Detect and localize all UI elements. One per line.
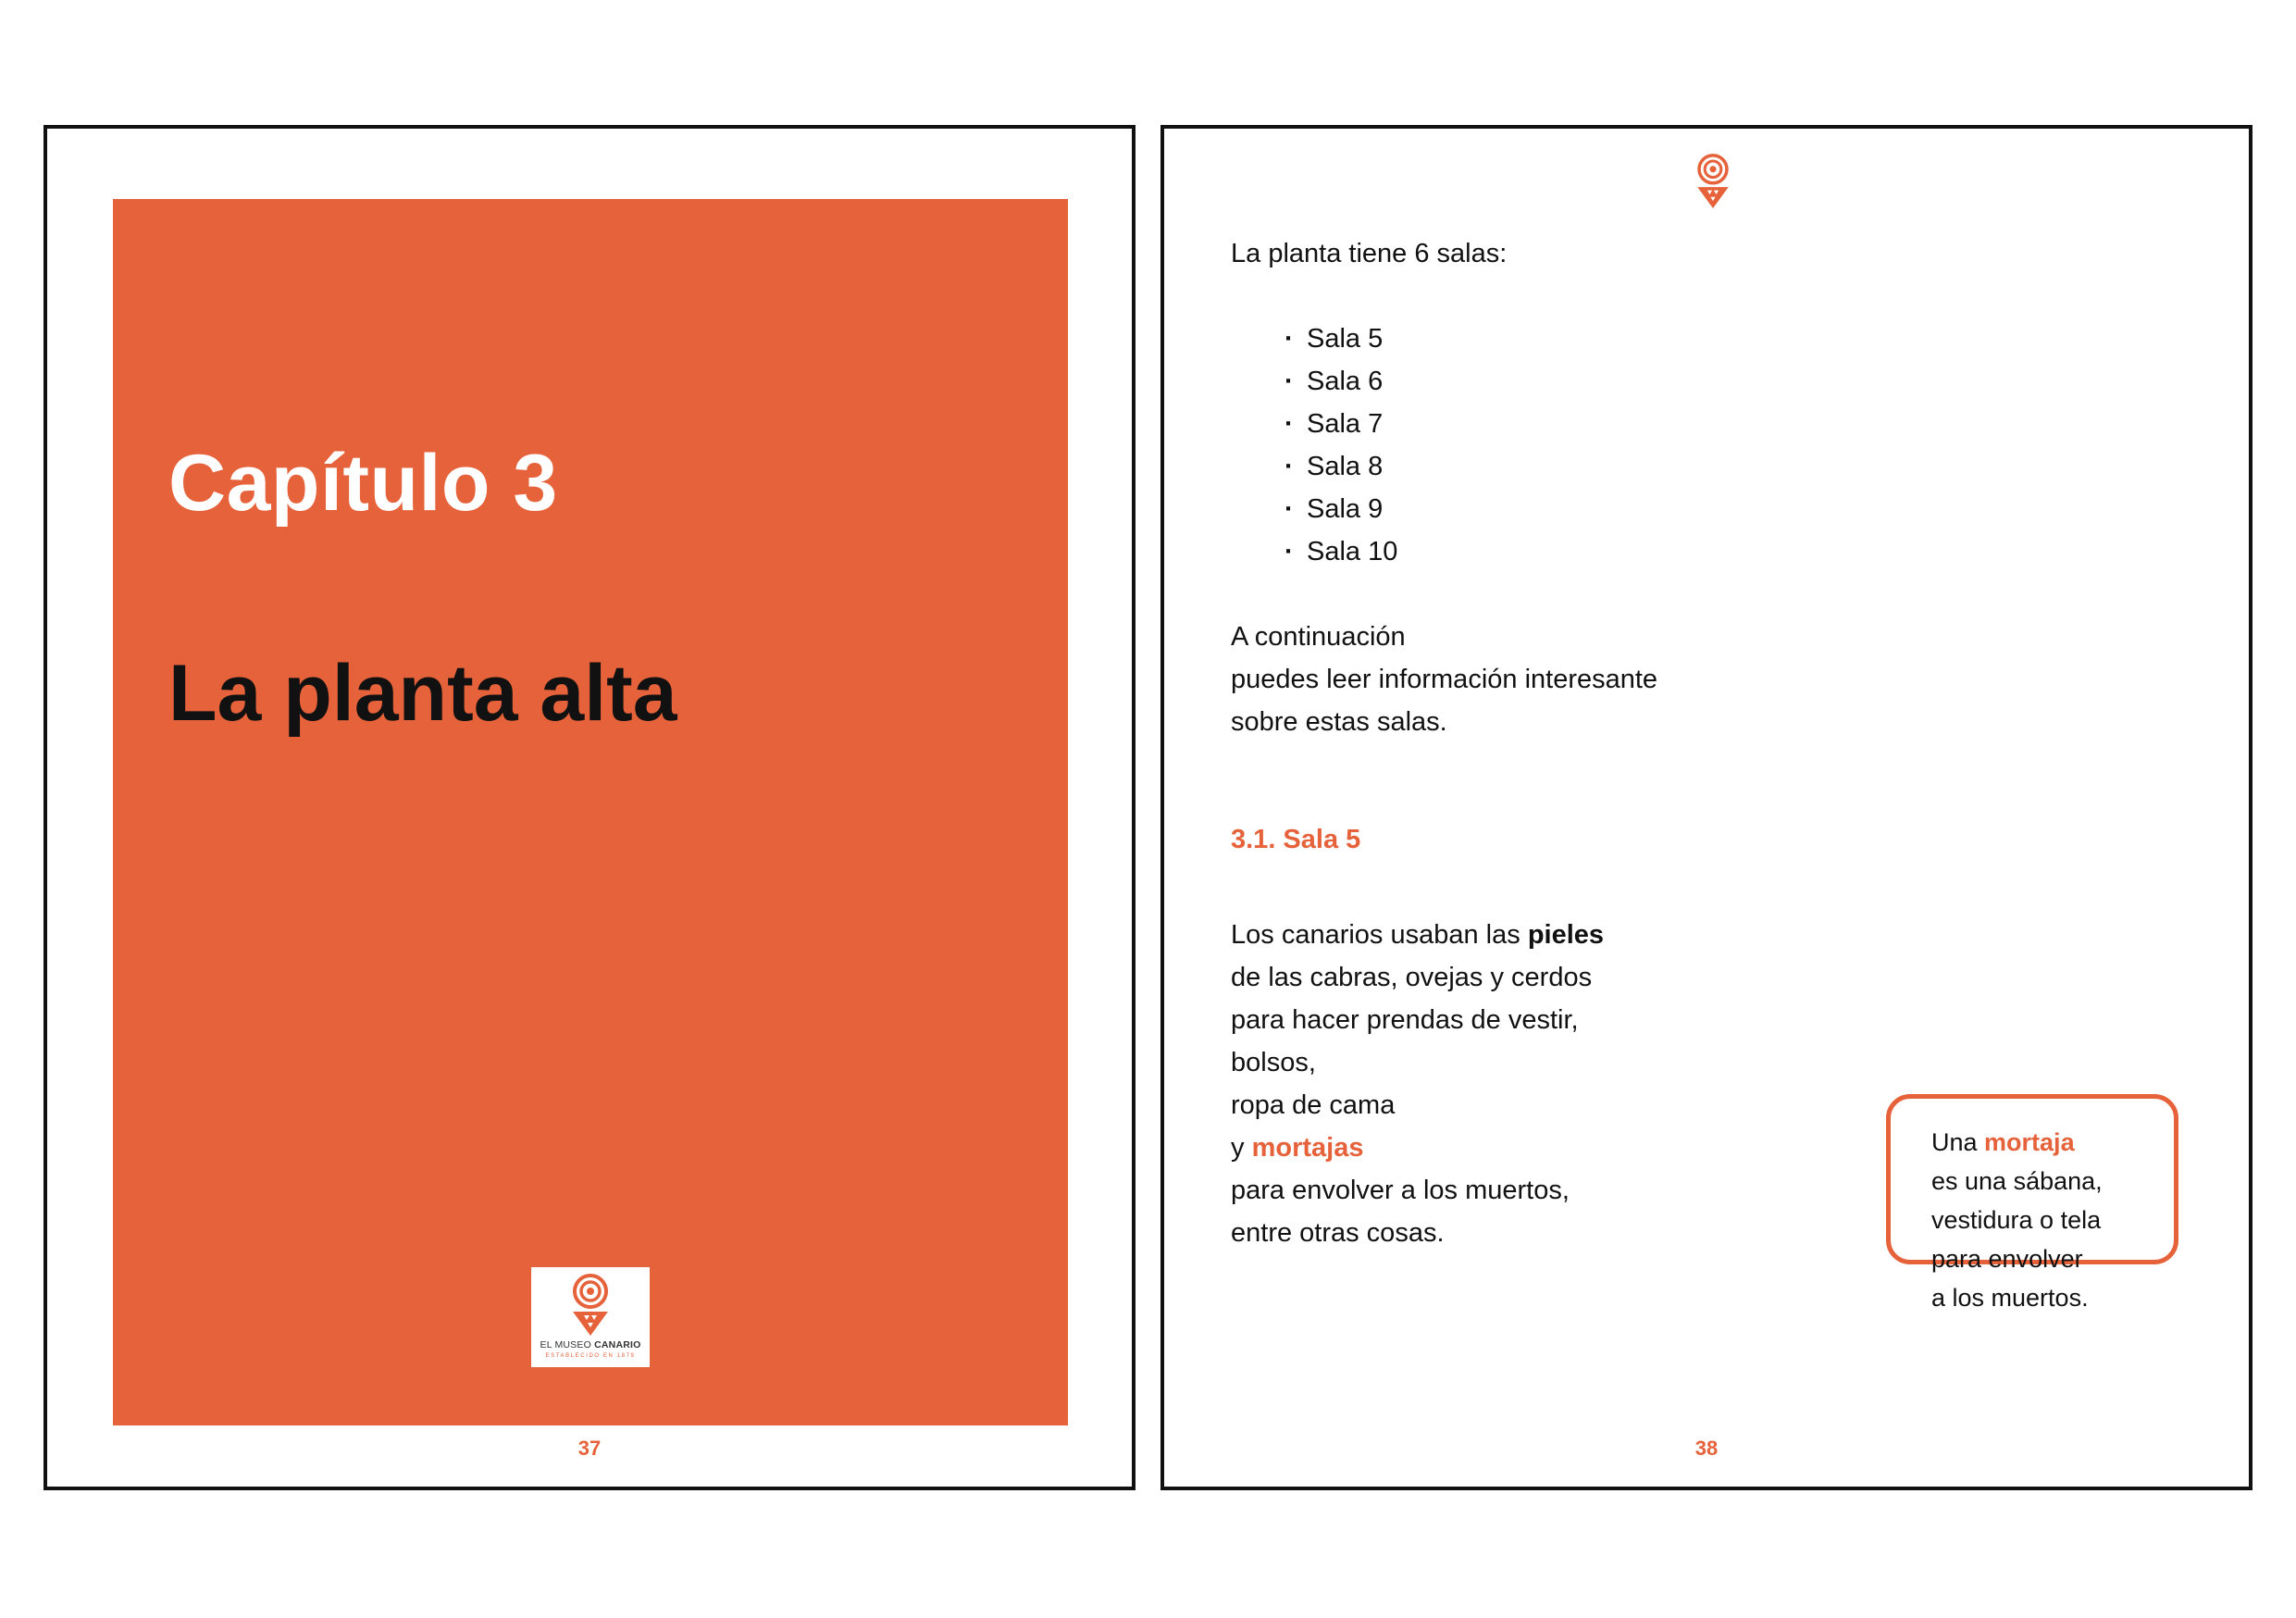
text-line: ropa de cama xyxy=(1231,1090,1396,1120)
chapter-subtitle-bold: planta alta xyxy=(283,649,677,738)
glossary-box xyxy=(1886,1094,2178,1312)
text-line: puedes leer información interesante xyxy=(1231,665,1658,694)
list-item: · Sala 7 xyxy=(1285,403,1397,445)
list-item: · Sala 5 xyxy=(1285,317,1397,360)
page-38 xyxy=(1160,125,2253,1490)
body-text xyxy=(1231,914,1604,1254)
logo-name-light: EL MUSEO xyxy=(540,1339,591,1350)
intro-text: La planta tiene 6 salas: xyxy=(1231,239,1508,268)
room-list xyxy=(1285,317,1397,573)
list-item: · Sala 6 xyxy=(1285,360,1397,403)
page-number: 37 xyxy=(577,1437,602,1460)
chapter-cover xyxy=(113,199,1068,1425)
page-37 xyxy=(43,125,1136,1490)
logo-name-bold: CANARIO xyxy=(594,1339,641,1350)
list-item: · Sala 10 xyxy=(1285,530,1397,573)
museum-logo-tagline: ESTABLECIDO EN 1879 xyxy=(545,1353,636,1359)
list-item: · Sala 9 xyxy=(1285,488,1397,530)
text-line: a los muertos. xyxy=(1931,1284,2089,1312)
text-line: es una sábana, xyxy=(1931,1167,2103,1195)
chapter-subtitle xyxy=(168,648,677,740)
museum-logo-icon xyxy=(1693,151,1733,212)
text-line: sobre estas salas. xyxy=(1231,707,1447,737)
glossary-term: mortaja xyxy=(1984,1128,2075,1156)
text-line: para hacer prendas de vestir, xyxy=(1231,1005,1579,1035)
text-line: A continuación xyxy=(1231,622,1406,652)
museum-logo-name xyxy=(531,1339,650,1350)
text-line: Una xyxy=(1931,1128,1978,1156)
text-line: para envolver xyxy=(1931,1245,2083,1273)
text-line: para envolver a los muertos, xyxy=(1231,1176,1570,1205)
text-line: Los canarios usaban las xyxy=(1231,920,1520,950)
text-line: y xyxy=(1231,1133,1245,1163)
list-item: · Sala 8 xyxy=(1285,445,1397,488)
text-line: bolsos, xyxy=(1231,1048,1316,1077)
museum-logo xyxy=(531,1267,650,1367)
keyword-pieles: pieles xyxy=(1527,920,1605,950)
text-line: vestidura o tela xyxy=(1931,1206,2102,1234)
chapter-title: Capítulo 3 xyxy=(168,439,558,528)
page-number: 38 xyxy=(1694,1437,1719,1460)
continue-text xyxy=(1231,616,1657,743)
keyword-mortajas: mortajas xyxy=(1251,1133,1364,1163)
section-title: 3.1. Sala 5 xyxy=(1231,825,1361,854)
text-line: de las cabras, ovejas y cerdos xyxy=(1231,963,1593,992)
chapter-subtitle-plain: La xyxy=(168,649,262,738)
text-line: entre otras cosas. xyxy=(1231,1218,1445,1248)
museum-logo-icon xyxy=(567,1273,614,1338)
